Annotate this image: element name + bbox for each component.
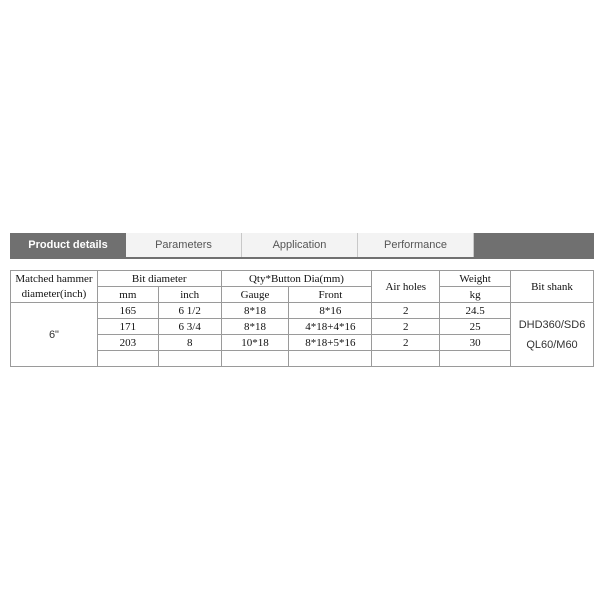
tab-bar-filler: [474, 233, 594, 257]
table-row: [11, 303, 594, 319]
header-inch: inch: [158, 287, 221, 303]
cell-empty: [97, 351, 158, 367]
cell-mm: 171: [97, 319, 158, 335]
cell-kg: 25: [440, 319, 511, 335]
header-bit-diameter: Bit diameter: [97, 271, 221, 287]
cell-gauge: 8*18: [221, 319, 289, 335]
header-qty-button: Qty*Button Dia(mm): [221, 271, 372, 287]
cell-empty: [221, 351, 289, 367]
cell-air-holes: 2: [372, 303, 440, 319]
tab-bar: [10, 233, 594, 257]
table-subheader-row: [11, 287, 594, 303]
cell-inch: 6 3/4: [158, 319, 221, 335]
cell-gauge: 10*18: [221, 335, 289, 351]
cell-empty: [440, 351, 511, 367]
table-row: [11, 335, 594, 351]
cell-front: 8*18+5*16: [289, 335, 372, 351]
cell-gauge: 8*18: [221, 303, 289, 319]
table-row: [11, 319, 594, 335]
header-bit-shank: Bit shank: [511, 271, 594, 303]
cell-kg: 24.5: [440, 303, 511, 319]
bit-shank-value: [511, 303, 594, 367]
cell-empty: [158, 351, 221, 367]
tab-application[interactable]: Application: [242, 233, 358, 257]
spec-table: [10, 270, 594, 367]
tab-performance[interactable]: Performance: [358, 233, 474, 257]
header-air-holes: Air holes: [372, 271, 440, 303]
bit-shank-line-1: DHD360/SD6: [518, 318, 586, 331]
tab-parameters[interactable]: Parameters: [126, 233, 242, 257]
cell-kg: 30: [440, 335, 511, 351]
cell-inch: 8: [158, 335, 221, 351]
header-gauge: Gauge: [221, 287, 289, 303]
header-matched-hammer: Matched hammer diameter(inch): [11, 271, 98, 303]
matched-hammer-value: 6": [11, 303, 98, 367]
tab-bar-underline: [10, 257, 594, 259]
table-row-empty: [11, 351, 594, 367]
cell-front: 4*18+4*16: [289, 319, 372, 335]
cell-mm: 203: [97, 335, 158, 351]
tab-product-details[interactable]: Product details: [10, 233, 126, 257]
header-kg: kg: [440, 287, 511, 303]
cell-air-holes: 2: [372, 335, 440, 351]
bit-shank-line-2: QL60/M60: [526, 338, 578, 351]
table-header-row: [11, 271, 594, 287]
cell-mm: 165: [97, 303, 158, 319]
cell-air-holes: 2: [372, 319, 440, 335]
header-mm: mm: [97, 287, 158, 303]
cell-empty: [372, 351, 440, 367]
cell-inch: 6 1/2: [158, 303, 221, 319]
cell-empty: [289, 351, 372, 367]
header-front: Front: [289, 287, 372, 303]
header-weight: Weight: [440, 271, 511, 287]
cell-front: 8*16: [289, 303, 372, 319]
